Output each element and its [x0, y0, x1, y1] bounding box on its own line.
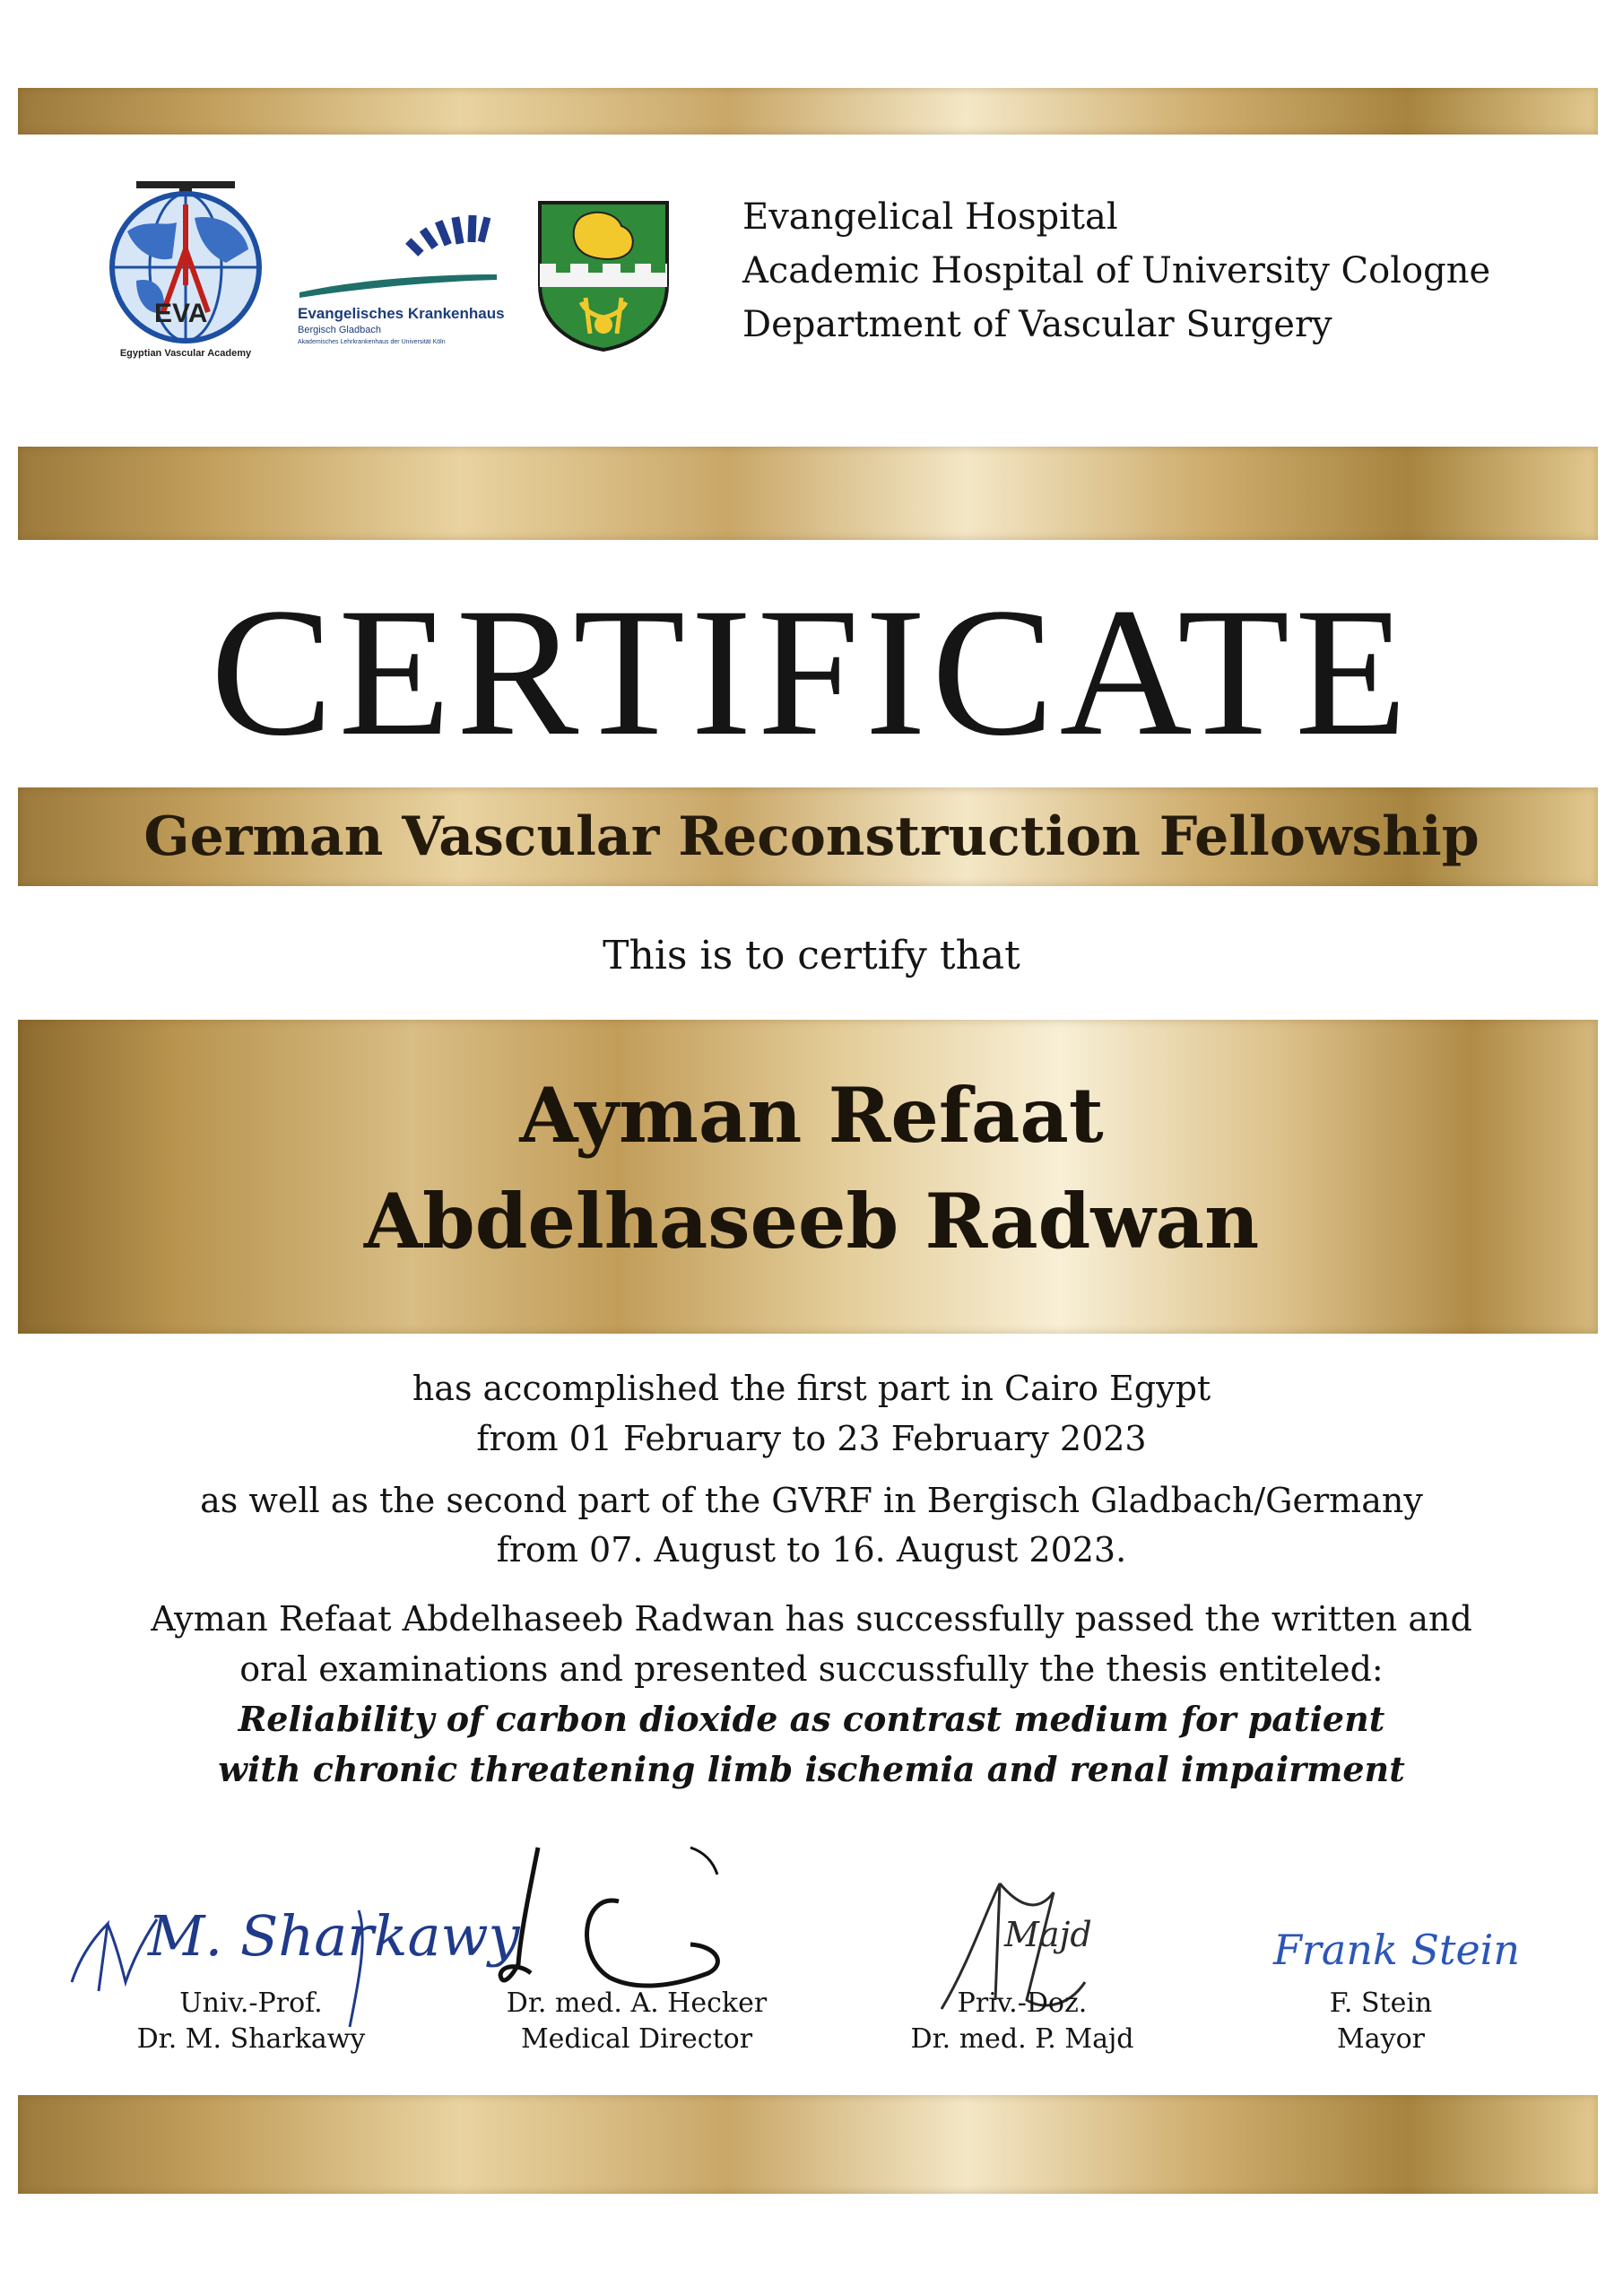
hospital-line-1: Evangelical Hospital [742, 196, 1118, 238]
signatory-hecker-name: Medical Director [520, 2023, 753, 2055]
signatory-majd-title: Priv.-Doz. [957, 1987, 1088, 2019]
body-line-5: Ayman Refaat Abdelhaseeb Radwan has successfully passed the written and [151, 1599, 1472, 1639]
hospital-line-3: Department of Vascular Surgery [742, 304, 1332, 345]
signatory-hecker-title: Dr. med. A. Hecker [506, 1987, 768, 2019]
ek-subtitle: Akademisches Lehrkrankenhaus der Universität Köln [298, 339, 446, 345]
signature-stein-text: Frank Stein [1273, 1926, 1521, 1974]
body-line-4: from 07. August to 16. August 2023. [496, 1530, 1127, 1570]
signature-hecker [475, 1830, 762, 2009]
signatory-majd [897, 1986, 1148, 2057]
hospital-info [742, 190, 1490, 352]
ek-name: Evangelisches Krankenhaus [298, 305, 505, 322]
signature-stein [1264, 1892, 1521, 2000]
signatory-majd-name: Dr. med. P. Majd [910, 2023, 1134, 2055]
body-line-3: as well as the second part of the GVRF in Bergisch Gladbach/Germany [200, 1481, 1423, 1520]
signatory-stein-name: Mayor [1337, 2023, 1425, 2055]
program-title: German Vascular Reconstruction Fellowship [143, 805, 1480, 868]
eva-logo [100, 178, 271, 366]
signature-sharkawy-text: M. Sharkawy [148, 1903, 520, 1969]
body-line-2: from 01 February to 23 February 2023 [476, 1419, 1147, 1458]
certify-line: This is to certify that [603, 933, 1020, 978]
signatory-sharkawy-title: Univ.-Prof. [179, 1987, 323, 2019]
signatory-stein-title: F. Stein [1329, 1987, 1433, 2019]
signatory-sharkawy-name: Dr. M. Sharkawy [136, 2023, 366, 2055]
coat-of-arms [536, 199, 671, 352]
thesis-title-line-1: Reliability of carbon dioxide as contrast medium for patient [238, 1699, 1385, 1739]
ek-city: Bergisch Gladbach [298, 325, 381, 335]
recipient-name [0, 1063, 1623, 1274]
signatory-sharkawy [135, 1986, 368, 2057]
signatory-hecker [502, 1986, 771, 2057]
coat-of-arms-shield-icon [536, 199, 671, 352]
upper-gold-band [18, 447, 1598, 540]
recipient-name-line-2: Abdelhaseeb Radwan [363, 1177, 1260, 1265]
hospital-line-2: Academic Hospital of University Cologne [742, 250, 1491, 291]
body-line-1: has accomplished the first part in Cairo Egypt [412, 1369, 1211, 1408]
eva-caption: Egyptian Vascular Academy [119, 348, 252, 359]
eva-mark: EVA [154, 299, 208, 328]
signature-majd-text: Majd [1004, 1915, 1092, 1954]
recipient-name-line-1: Ayman Refaat [519, 1071, 1104, 1160]
signatory-stein [1291, 1986, 1471, 2057]
ek-logo [294, 187, 505, 384]
thesis-title-line-2: with chronic threatening limb ischemia and renal impairment [218, 1749, 1405, 1789]
body-line-6: oral examinations and presented succussfully the thesis entiteled: [239, 1649, 1384, 1689]
top-gold-band [18, 88, 1598, 135]
certificate-title: CERTIFICATE [210, 570, 1413, 774]
bottom-gold-band [18, 2095, 1598, 2194]
ek-rays-icon [294, 187, 502, 312]
